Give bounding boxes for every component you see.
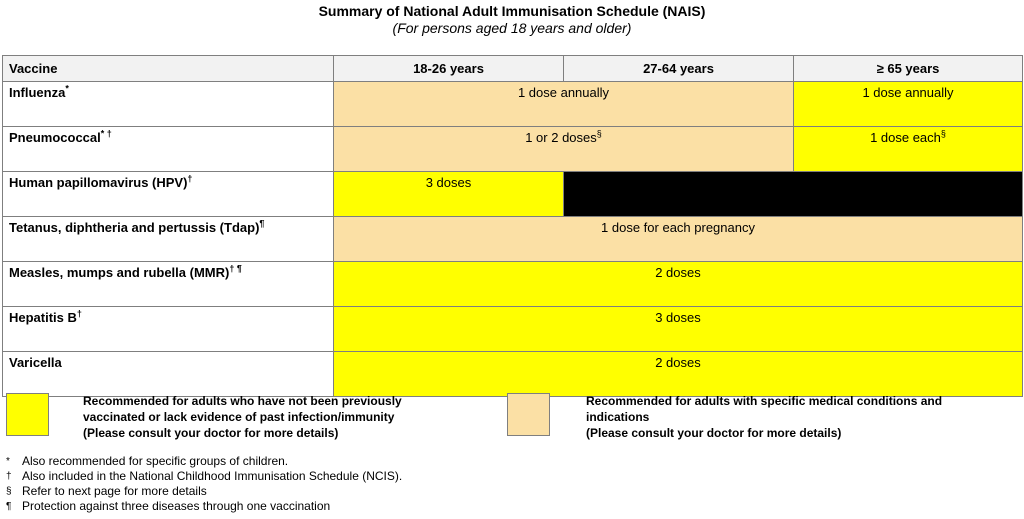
legend-text-yellow: Recommended for adults who have not been previously vaccinated or lack evidence of past infection/immunity (Please consult your doctor for more details) — [83, 394, 402, 440]
table-header-row — [3, 56, 1023, 82]
column-header-27-64: 27-64 years — [564, 56, 794, 82]
schedule-cell: 1 dose for each pregnancy — [334, 217, 1023, 262]
footnote: § Refer to next page for more details — [6, 484, 207, 498]
column-header-vaccine: Vaccine — [3, 56, 334, 82]
legend-swatch-peach — [507, 393, 550, 436]
legend-swatch-yellow — [6, 393, 49, 436]
table-row — [3, 352, 1023, 397]
column-header-65-plus: ≥ 65 years — [794, 56, 1023, 82]
page-title: Summary of National Adult Immunisation Schedule (NAIS) — [318, 3, 706, 19]
table-row — [3, 307, 1023, 352]
schedule-cell: 1 dose annually — [334, 82, 794, 127]
vaccine-name: Tetanus, diphtheria and pertussis (Tdap)¶ — [3, 217, 334, 262]
table-row — [3, 82, 1023, 127]
page-subtitle: (For persons aged 18 years and older) — [392, 20, 632, 36]
table-row — [3, 217, 1023, 262]
footnote: * Also recommended for specific groups of children. — [6, 454, 289, 468]
schedule-cell: 1 or 2 doses§ — [334, 127, 794, 172]
vaccine-name: Pneumococcal* † — [3, 127, 334, 172]
schedule-table — [2, 55, 1023, 397]
footnote: † Also included in the National Childhood Immunisation Schedule (NCIS). — [6, 469, 403, 483]
footnote: ¶ Protection against three diseases through one vaccination — [6, 499, 331, 513]
legend-text-peach: Recommended for adults with specific medical conditions and indications (Please consult your doctor for more details) — [586, 394, 943, 440]
vaccine-name: Measles, mumps and rubella (MMR)† ¶ — [3, 262, 334, 307]
table-row — [3, 127, 1023, 172]
schedule-cell: 1 dose annually — [794, 82, 1023, 127]
vaccine-name: Human papillomavirus (HPV)† — [3, 172, 334, 217]
not-applicable-cell — [564, 172, 1023, 217]
schedule-cell: 3 doses — [334, 172, 564, 217]
vaccine-name: Influenza* — [3, 82, 334, 127]
schedule-cell: 1 dose each§ — [794, 127, 1023, 172]
schedule-cell: 2 doses — [334, 262, 1023, 307]
table-row — [3, 172, 1023, 217]
schedule-cell: 2 doses — [334, 352, 1023, 397]
table-row — [3, 262, 1023, 307]
vaccine-name: Varicella — [3, 352, 334, 397]
vaccine-name: Hepatitis B† — [3, 307, 334, 352]
column-header-18-26: 18-26 years — [334, 56, 564, 82]
schedule-cell: 3 doses — [334, 307, 1023, 352]
